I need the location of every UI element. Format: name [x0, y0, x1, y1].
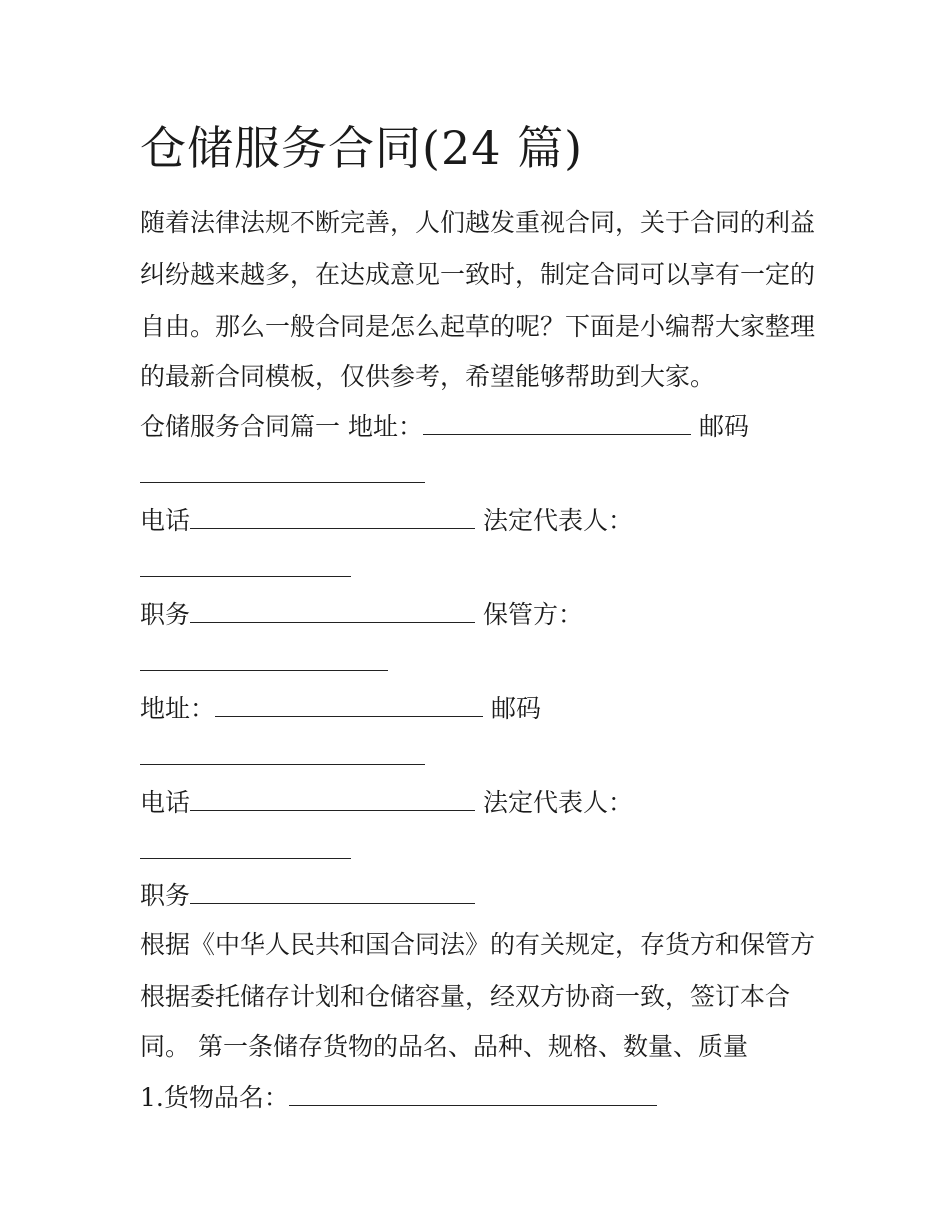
- page-title: 仓储服务合同(24 篇): [140, 121, 584, 175]
- phone-line: [140, 783, 633, 823]
- legal-rep-blank: [140, 552, 351, 577]
- item-1-blank: [289, 1081, 657, 1106]
- depositor-address-line: [140, 407, 749, 447]
- body-line-3: 同。 第一条储存货物的品名、品种、规格、数量、质量: [140, 1032, 748, 1061]
- position-line: [140, 876, 475, 916]
- phone-label: 电话: [140, 788, 191, 817]
- postcode-blank-line: [140, 737, 425, 777]
- postcode-blank: [140, 458, 425, 483]
- legal-rep-blank-line: [140, 549, 351, 589]
- intro-line-3: 自由。那么一般合同是怎么起草的呢？下面是小编帮大家整理: [140, 312, 816, 341]
- intro-line-2: 纠纷越来越多，在达成意见一致时，制定合同可以享有一定的: [140, 260, 816, 289]
- intro-line-1: 随着法律法规不断完善，人们越发重视合同，关于合同的利益: [140, 208, 816, 237]
- legal-rep-label: 法定代表人：: [482, 506, 633, 535]
- postcode-blank-line: [140, 455, 425, 495]
- custodian-blank: [140, 646, 388, 671]
- address-label: 地址：: [347, 412, 423, 441]
- custodian-blank-line: [140, 643, 388, 683]
- position-label: 职务: [140, 600, 191, 629]
- item-1-line: [140, 1078, 657, 1118]
- phone-line: [140, 501, 633, 541]
- section-heading: 仓储服务合同篇一: [140, 412, 341, 441]
- postcode-label: 邮码: [698, 412, 749, 441]
- custodian-address-line: [140, 689, 541, 729]
- phone-blank: [190, 504, 475, 529]
- item-1-label: 1.货物品名：: [140, 1083, 289, 1112]
- body-line-2: 根据委托储存计划和仓储容量，经双方协商一致，签订本合: [140, 982, 791, 1011]
- legal-rep-blank: [140, 834, 351, 859]
- intro-line-4: 的最新合同模板，仅供参考，希望能够帮助到大家。: [140, 362, 716, 391]
- custodian-label: 保管方：: [482, 600, 583, 629]
- phone-blank: [190, 786, 475, 811]
- postcode-blank: [140, 740, 425, 765]
- legal-rep-label: 法定代表人：: [482, 788, 633, 817]
- phone-label: 电话: [140, 506, 191, 535]
- position-blank: [190, 879, 475, 904]
- position-blank: [190, 598, 475, 623]
- address-label: 地址：: [140, 694, 216, 723]
- address-blank: [215, 692, 483, 717]
- legal-rep-blank-line: [140, 831, 351, 871]
- address-blank: [423, 410, 691, 435]
- position-label: 职务: [140, 881, 191, 910]
- position-line: [140, 595, 583, 635]
- body-line-1: 根据《中华人民共和国合同法》的有关规定，存货方和保管方: [140, 930, 816, 959]
- postcode-label: 邮码: [490, 694, 541, 723]
